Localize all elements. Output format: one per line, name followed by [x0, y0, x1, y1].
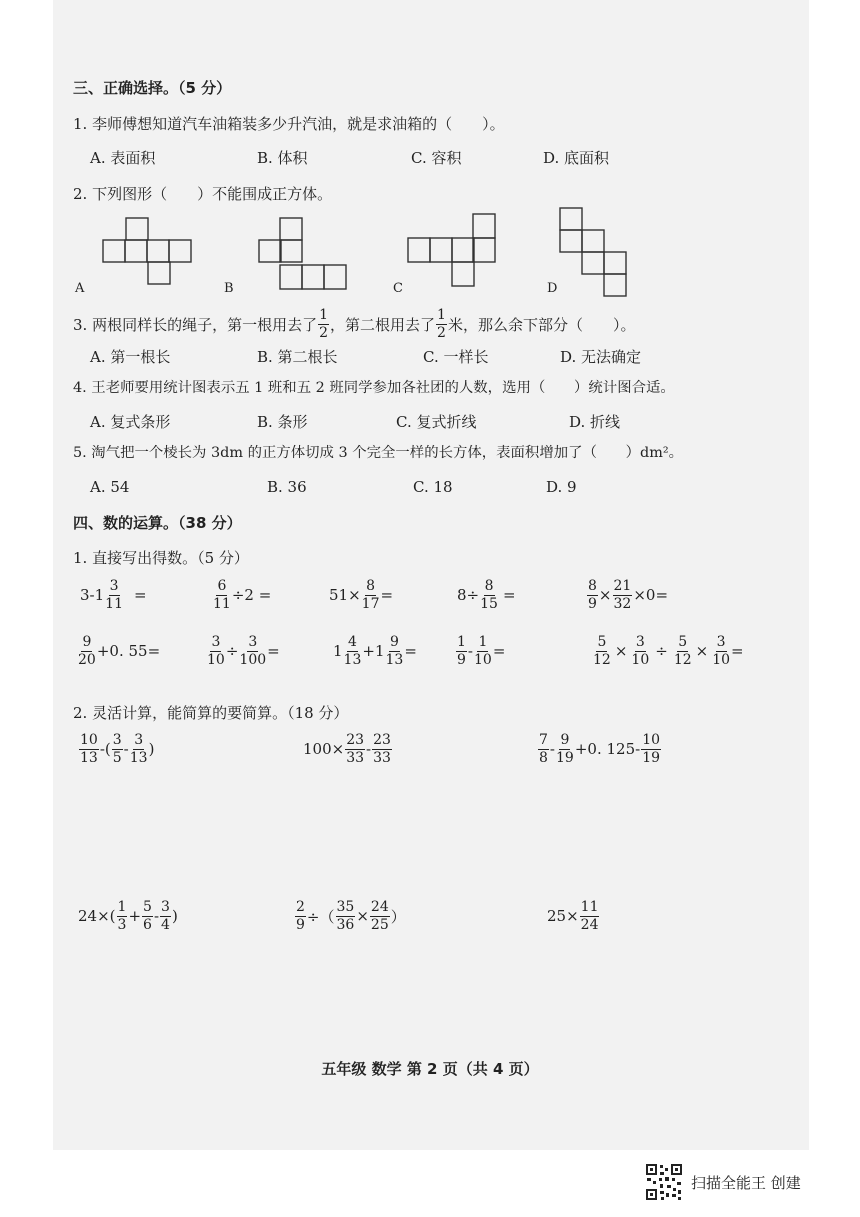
exam-paper	[53, 0, 809, 1150]
q4-option-d: D. 折线	[569, 413, 621, 431]
section3-title: 三、正确选择。（5 分）	[73, 79, 232, 97]
calc-6: 25× $\frac{11}{24}$	[547, 899, 599, 933]
oral-calc-5: $\frac{8}{9}$ × $\frac{21}{32}$ ×0=	[588, 578, 669, 612]
q1-option-a: A. 表面积	[90, 149, 156, 167]
qr-code-icon	[645, 1163, 683, 1201]
q4-question: 4. 王老师要用统计图表示五 1 班和五 2 班同学参加各社团的人数，选用（ ）统计图合适。	[73, 380, 675, 396]
oral-calc-4: 8÷ $\frac{8}{15}$ =	[457, 578, 516, 612]
scanner-brand	[645, 1163, 801, 1201]
q4-option-b: B. 条形	[257, 413, 308, 431]
oral-calc-3: 51× $\frac{8}{17}$ =	[329, 578, 394, 612]
brand-text: 扫描全能王 创建	[691, 1173, 801, 1192]
net-label-c: C	[393, 281, 403, 296]
oral-calc-7: $\frac{3}{10}$ ÷ $\frac{3}{100}$ =	[207, 634, 280, 668]
q1-option-b: B. 体积	[257, 149, 308, 167]
q3-option-a: A. 第一根长	[90, 348, 171, 366]
calc-5: $\frac{2}{9}$ ÷（ $\frac{35}{36}$ × $\frac{24}{25}$ ）	[296, 899, 406, 933]
q5-text: 5. 淘气把一个棱长为 3dm 的正方体切成 3 个完全一样的长方体，表面积增加了（ ）dm²。	[73, 445, 684, 461]
net-label-a: A	[75, 281, 85, 296]
oral-calc-6: $\frac{9}{20}$ +0. 55=	[78, 634, 161, 668]
page-footer: 五年级 数学 第 2 页（共 4 页）	[321, 1060, 539, 1078]
q3-option-c: C. 一样长	[423, 348, 489, 366]
calc-3: $\frac{7}{8}$ - $\frac{9}{19}$ +0. 125- $\frac{10}{19}$	[539, 732, 661, 766]
q3-option-b: B. 第二根长	[257, 348, 338, 366]
q5-option-a: A. 54	[90, 478, 130, 496]
net-label-b: B	[224, 281, 234, 296]
q3-text-a: 3. 两根同样长的绳子，第一根用去了	[73, 315, 318, 334]
oral-calc-9: $\frac{1}{9}$ - $\frac{1}{10}$ =	[457, 634, 506, 668]
oral-calc-1: 3-1 $\frac{3}{11}$ =	[80, 578, 147, 612]
oral-calc-8: 1 $\frac{4}{13}$ +1 $\frac{9}{13}$ =	[333, 634, 417, 668]
section4-title: 四、数的运算。（38 分）	[73, 514, 242, 532]
q1-option-d: D. 底面积	[543, 149, 610, 167]
q3-text-b: ，第二根用去了	[330, 315, 436, 334]
calc-4: 24×( $\frac{1}{3}$ + $\frac{5}{6}$ - $\frac{3}{4}$ )	[78, 899, 178, 933]
q3-fraction-2: $\frac{1}{2}$	[437, 307, 446, 341]
cube-net-c	[407, 213, 499, 287]
q1-text: 1. 李师傅想知道汽车油箱装多少升汽油，就是求油箱的（ ）。	[73, 115, 505, 133]
q5-option-b: B. 36	[267, 478, 307, 496]
calc-2: 100× $\frac{23}{33}$ - $\frac{23}{33}$	[303, 732, 391, 766]
q3-text-c: 米，那么余下部分（ ）。	[447, 315, 636, 334]
q5-option-c: C. 18	[413, 478, 453, 496]
q5-option-d: D. 9	[546, 478, 577, 496]
oral-calc-2: $\frac{6}{11}$ ÷2 =	[213, 578, 272, 612]
part1-title: 1. 直接写出得数。（5 分）	[73, 549, 249, 567]
calc-1: $\frac{10}{13}$ -( $\frac{3}{5}$ - $\frac{3}{13}$ )	[80, 732, 155, 766]
cube-net-d	[559, 207, 631, 299]
oral-calc-10: $\frac{5}{12}$ × $\frac{3}{10}$ ÷ $\frac{5}{12}$ × $\frac{3}{10}$ =	[593, 634, 744, 668]
q3-fraction-1: $\frac{1}{2}$	[319, 307, 329, 341]
net-label-d: D	[547, 281, 558, 296]
q2-text: 2. 下列图形（ ）不能围成正方体。	[73, 185, 333, 203]
q3-option-d: D. 无法确定	[560, 348, 642, 366]
q4-option-a: A. 复式条形	[90, 413, 171, 431]
q4-option-c: C. 复式折线	[396, 413, 477, 431]
cube-net-a	[102, 217, 192, 289]
q1-option-c: C. 容积	[411, 149, 462, 167]
q3-text	[73, 308, 635, 340]
cube-net-b	[258, 217, 350, 293]
part2-title: 2. 灵活计算，能简算的要简算。（18 分）	[73, 704, 349, 722]
